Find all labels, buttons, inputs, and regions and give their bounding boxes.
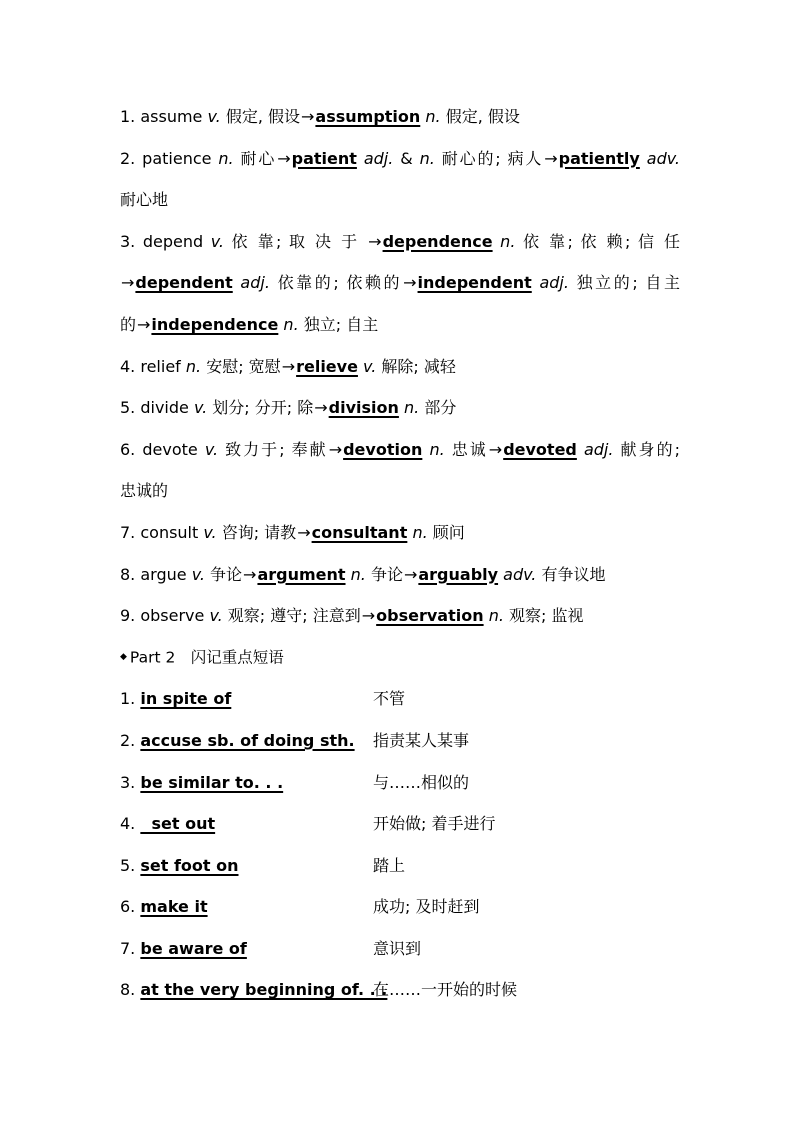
document-page: [120, 96, 680, 1011]
text-segment: 独立; 自主: [298, 314, 379, 334]
text-segment: 假定, 假设: [220, 107, 300, 126]
phrase-number: 5.: [120, 855, 141, 875]
derived-word: independent: [417, 273, 532, 293]
phrase-number: 4.: [120, 814, 141, 834]
phrase-number: 8.: [120, 980, 141, 1000]
arrow-right-icon: →: [328, 439, 343, 459]
word-entry-2-line-1: [120, 138, 680, 180]
text-segment: 4. relief: [120, 356, 186, 376]
arrow-right-icon: →: [121, 273, 135, 293]
arrow-right-icon: →: [281, 356, 296, 376]
part-of-speech: n.: [429, 439, 445, 459]
word-entry-6-line-2: [120, 470, 680, 512]
derived-word: argument: [257, 564, 346, 584]
phrase-text: accuse sb. of doing sth.: [140, 730, 355, 750]
word-entry-7-line-1: [120, 512, 680, 554]
part-of-speech: n.: [419, 148, 435, 168]
phrase-meaning: 与……相似的: [373, 772, 470, 792]
text-segment: 致力于; 奉献: [218, 439, 328, 459]
part-of-speech: n.: [283, 314, 299, 334]
part-of-speech: v.: [209, 606, 223, 626]
text-segment: [640, 149, 647, 168]
word-entry-1-line-1: [120, 96, 680, 138]
text-segment: 5. divide: [120, 398, 194, 418]
derived-word: independence: [151, 314, 279, 334]
part2-title: Part 2 闪记重点短语: [129, 648, 284, 667]
arrow-right-icon: →: [301, 107, 315, 126]
phrase-meaning: 在……一开始的时候: [373, 980, 518, 1000]
arrow-right-icon: →: [297, 522, 311, 542]
derived-word: relieve: [296, 356, 358, 376]
part-of-speech: n.: [185, 356, 202, 376]
part-of-speech: v.: [193, 398, 208, 418]
phrase-meaning: 意识到: [373, 938, 422, 958]
text-segment: 忠诚: [444, 439, 488, 459]
word-list: [120, 96, 680, 637]
text-segment: 依靠的; 依赖的: [269, 273, 403, 293]
phrase-text: set foot on: [140, 855, 239, 875]
phrase-row: [120, 969, 680, 1011]
part-of-speech: adv.: [503, 564, 537, 584]
text-segment: 争论: [204, 564, 243, 584]
derived-word: division: [328, 398, 399, 418]
text-segment: 划分; 分开; 除: [207, 398, 314, 418]
phrase-number: 6.: [120, 897, 141, 917]
text-segment: 部分: [419, 398, 457, 418]
phrase-row: [120, 928, 680, 970]
text-segment: 8. argue: [120, 564, 192, 584]
phrase-english: [120, 886, 208, 928]
word-entry-8-line-1: [120, 554, 680, 596]
text-segment: 耐心的; 病人: [434, 148, 544, 168]
part-of-speech: v.: [191, 564, 205, 584]
phrase-english: [120, 803, 215, 845]
arrow-right-icon: →: [403, 273, 417, 293]
part-of-speech: adj.: [363, 148, 394, 168]
text-segment: 的: [120, 314, 137, 334]
phrase-english: [120, 762, 283, 804]
phrase-text: make it: [140, 897, 208, 917]
text-segment: [577, 440, 584, 459]
derived-word: assumption: [315, 107, 421, 126]
derived-word: dependence: [382, 231, 493, 251]
derived-word: patient: [291, 148, 357, 168]
derived-word: dependent: [135, 273, 233, 293]
derived-word: patiently: [558, 148, 640, 168]
arrow-right-icon: →: [368, 231, 382, 251]
text-segment: 咨询; 请教: [216, 522, 297, 542]
text-segment: 解除; 减轻: [376, 356, 456, 376]
arrow-right-icon: →: [488, 439, 503, 459]
arrow-right-icon: →: [137, 314, 151, 334]
arrow-right-icon: →: [243, 564, 257, 584]
arrow-right-icon: →: [361, 606, 376, 626]
phrase-list: [120, 678, 680, 1011]
derived-word: observation: [376, 606, 484, 626]
part-of-speech: n.: [500, 231, 516, 251]
phrase-meaning: 指责某人某事: [373, 730, 470, 750]
part-of-speech: v.: [203, 522, 217, 542]
phrase-number: 3.: [120, 772, 141, 792]
phrase-row: [120, 678, 680, 720]
phrase-english: [120, 678, 231, 720]
phrase-row: [120, 762, 680, 804]
phrase-text: at the very beginning of. . .: [140, 980, 388, 1000]
part-of-speech: v.: [210, 231, 224, 251]
text-segment: &: [393, 148, 420, 168]
part-of-speech: n.: [350, 564, 366, 584]
part-of-speech: adj.: [583, 439, 614, 459]
arrow-right-icon: →: [314, 398, 328, 418]
derived-word: consultant: [311, 522, 408, 542]
part-of-speech: v.: [207, 107, 221, 126]
part-of-speech: n.: [404, 398, 420, 418]
text-segment: 顾问: [427, 522, 465, 542]
text-segment: 依 靠; 依 赖; 信 任: [515, 231, 680, 251]
diamond-bullet-icon: ◆: [120, 651, 127, 662]
phrase-meaning: 不管: [373, 689, 406, 709]
text-segment: 2. patience: [120, 148, 219, 168]
phrase-number: 2.: [120, 730, 141, 750]
part-of-speech: adj.: [539, 273, 569, 293]
derived-word: devoted: [503, 439, 577, 459]
text-segment: 献身的;: [613, 439, 680, 459]
part-of-speech: v.: [363, 356, 377, 376]
word-entry-4-line-1: [120, 346, 680, 388]
phrase-number: 7.: [120, 938, 141, 958]
part-of-speech: adj.: [240, 273, 270, 293]
phrase-english: [120, 969, 387, 1011]
text-segment: 耐心: [233, 148, 277, 168]
text-segment: 安慰; 宽慰: [201, 356, 281, 376]
phrase-row: [120, 720, 680, 762]
part-of-speech: n.: [488, 606, 504, 626]
derived-word: devotion: [343, 439, 423, 459]
text-segment: 1. assume: [120, 107, 208, 126]
text-segment: 忠诚的: [120, 481, 169, 501]
arrow-right-icon: →: [277, 148, 291, 168]
text-segment: 3. depend: [120, 231, 211, 251]
phrase-text: be similar to. . .: [140, 772, 284, 792]
text-segment: 假定, 假设: [440, 107, 520, 126]
arrow-right-icon: →: [403, 564, 418, 584]
derived-word: arguably: [418, 564, 499, 584]
word-entry-9-line-1: [120, 595, 680, 637]
word-entry-3-line-2: [120, 262, 680, 304]
part-of-speech: n.: [412, 522, 428, 542]
part-of-speech: v.: [204, 439, 219, 459]
phrase-meaning: 踏上: [373, 855, 406, 875]
arrow-right-icon: →: [544, 148, 558, 168]
text-segment: 观察; 监视: [503, 606, 584, 626]
part-of-speech: adv.: [646, 148, 680, 168]
phrase-text: in spite of: [140, 689, 232, 709]
phrase-text: set out: [140, 814, 216, 834]
word-entry-5-line-1: [120, 387, 680, 429]
text-segment: 争论: [365, 564, 403, 584]
part-of-speech: n.: [218, 148, 234, 168]
word-entry-3-line-1: [120, 221, 680, 263]
phrase-number: 1.: [120, 689, 141, 709]
phrase-row: [120, 803, 680, 845]
phrase-english: [120, 928, 247, 970]
phrase-english: [120, 845, 239, 887]
text-segment: [357, 149, 364, 168]
phrase-meaning: 开始做; 着手进行: [373, 814, 496, 834]
word-entry-2-line-2: [120, 179, 680, 221]
text-segment: 依 靠; 取 决 于: [223, 231, 368, 251]
text-segment: 有争议地: [536, 564, 606, 584]
phrase-english: [120, 720, 355, 762]
word-entry-6-line-1: [120, 429, 680, 471]
text-segment: 观察; 遵守; 注意到: [222, 606, 361, 626]
text-segment: 9. observe: [120, 606, 210, 626]
text-segment: 7. consult: [120, 522, 204, 542]
phrase-row: [120, 845, 680, 887]
word-entry-3-line-3: [120, 304, 680, 346]
part2-heading: [120, 637, 680, 679]
text-segment: 独立的; 自主: [568, 273, 680, 293]
phrase-text: be aware of: [140, 938, 247, 958]
part-of-speech: n.: [425, 107, 441, 126]
phrase-row: [120, 886, 680, 928]
phrase-meaning: 成功; 及时赶到: [373, 897, 480, 917]
text-segment: 耐心地: [120, 190, 169, 210]
text-segment: 6. devote: [120, 439, 205, 459]
